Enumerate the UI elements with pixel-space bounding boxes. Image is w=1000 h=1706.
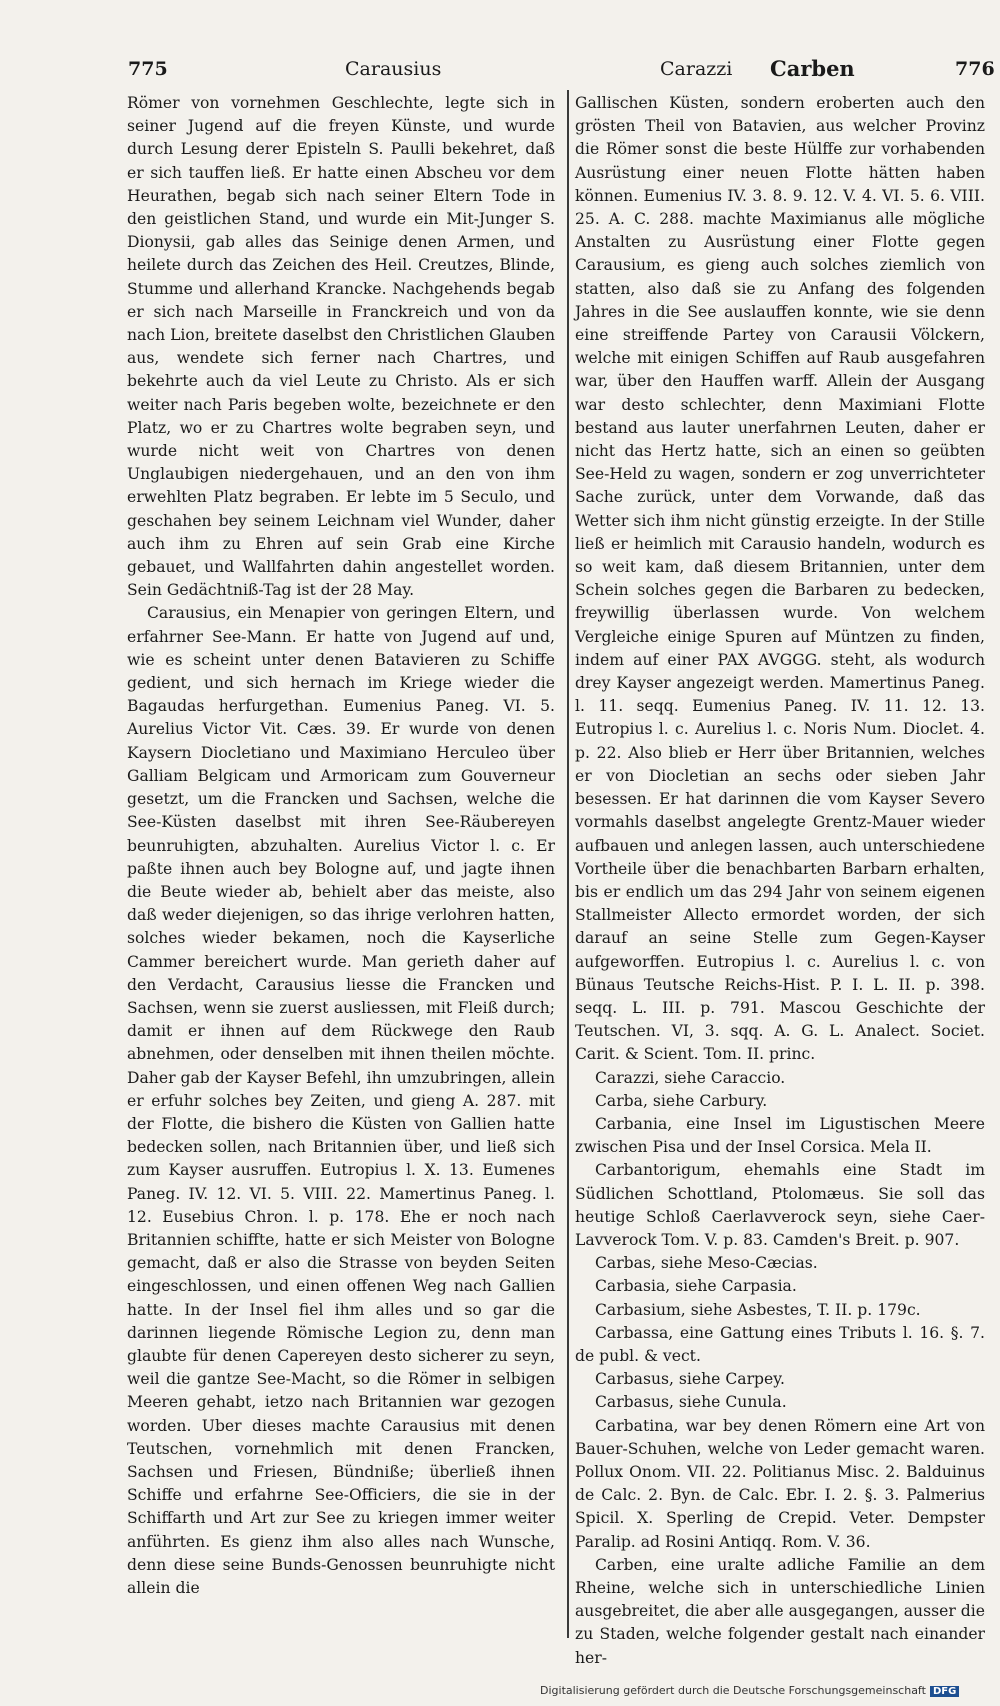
running-headword-right: Carben (770, 56, 855, 81)
entry-carbasium: Carbasium, siehe Asbestes, T. II. p. 179c. (595, 1300, 921, 1319)
entry-carbatina: Carbatina, war bey denen Römern eine Art von Bauer-Schuhen, welche von Leder gemacht waren. Pollux Onom. VII. 22. Politianus Misc. 2. Balduinus de Calc. 2. Byn. de Calc. Ebr. I. 2. §. 3. Palmerius Spicil. X. Sperling de Crepid. Veter. Dempster Paralip. ad Rosini Antiqq. Rom. V. 36. (575, 1416, 985, 1551)
page-header (0, 52, 1000, 84)
entry-carbas: Carbas, siehe Meso-Cæcias. (595, 1254, 818, 1273)
paragraph-continuation: Römer von vornehmen Geschlechte, legte sich in seiner Jugend auf die freyen Künste, und wurde durch Lesung derer Episteln S. Paulli bekehret, daß er sich tauffen ließ. Er hatte einen Abscheu vor dem Heurathen, begab sich nach seiner Eltern Tode in den geistlichen Stand, und wurde ein Mit-Junger S. Dionysii, gab alles das Seinige denen Armen, und heilete durch das Zeichen des Heil. Creutzes, Blinde, Stumme und allerhand Krancke. Nachgehends begab er sich nach Marseille in Franckreich und von da nach Lion, breitete daselbst den Christlichen Glauben aus, wendete sich ferner nach Chartres, und bekehrte auch da viel Leute zu Christo. Als er sich weiter nach Paris begeben wolte, bezeichnete er den Platz, wo er zu Chartres wolte begraben seyn, und wurde nicht weit von Chartres von denen Unglaubigen niedergehauen, und an den von ihm erwehlten Platz begraben. Er lebte im 5 Seculo, und geschahen bey seinem Leichnam viel Wunder, daher auch ihm zu Ehren auf sein Grab eine Kirche gebauet, und Wallfahrten dahin angestellet worden. Sein Gedächtniß-Tag ist der 28 May. (127, 94, 555, 600)
entry-carbantorigum: Carbantorigum, ehemahls eine Stadt im Südlichen Schottland, Ptolomæus. Sie soll das heutige Schloß Caerlavverock seyn, siehe Caer-Lavverock Tom. V. p. 83. Camden's Breit. p. 907. (575, 1161, 985, 1249)
column-divider (567, 90, 569, 1638)
entry-carbasus-cunula: Carbasus, siehe Cunula. (595, 1393, 787, 1412)
credit-text: Digitalisierung gefördert durch die Deutsche Forschungsgemeinschaft (540, 1684, 926, 1697)
entry-carazzi: Carazzi, siehe Caraccio. (595, 1068, 786, 1087)
running-headword-left: Carausius (345, 58, 442, 80)
entry-carbasus-carpey: Carbasus, siehe Carpey. (595, 1370, 785, 1389)
entry-carbassa: Carbassa, eine Gattung eines Tributs l. 16. §. 7. de publ. & vect. (575, 1323, 985, 1365)
entry-carba: Carba, siehe Carbury. (595, 1091, 768, 1110)
entry-carben: Carben, eine uralte adliche Familie an dem Rheine, welche sich in unterschiedliche Linien ausgebreitet, die aber alle ausgegangen, ausser die zu Staden, welche folgender gestalt nach einander her- (575, 1555, 985, 1667)
page-number-right: 776 (955, 58, 995, 80)
dfg-logo: DFG (930, 1686, 959, 1697)
digitization-credit (540, 1684, 995, 1697)
running-headword-middle: Carazzi (660, 58, 733, 80)
left-column (127, 92, 555, 1600)
entry-carbania: Carbania, eine Insel im Ligustischen Meere zwischen Pisa und der Insel Corsica. Mela II. (575, 1114, 985, 1157)
page-number-left: 775 (128, 58, 168, 80)
paragraph-continuation-right: Gallischen Küsten, sondern eroberten auch den grösten Theil von Batavien, aus welcher Provinz die Römer sonst die beste Hülffe zur vorhabenden Ausrüstung einer neuen Flotte hätten haben können. Eumenius IV. 3. 8. 9. 12. V. 4. VI. 5. 6. VIII. 25. A. C. 288. machte Maximianus alle mögliche Anstalten zu Ausrüstung einer Flotte gegen Carausium, es gieng auch solches ziemlich von statten, also daß sie zu Anfang des folgenden Jahres in die See auslauffen konnte, wie sie denn eine streiffende Partey von Carausii Völckern, welche mit einigen Schiffen auf Raub ausgefahren war, über den Hauffen warff. Allein der Ausgang war desto schlechter, denn Maximiani Flotte bestand aus lauter unerfahrnen Leuten, daher er nicht das Hertz hatte, sich an einen so geübten See-Held zu wagen, sondern er zog unverrichteter Sache zurück, unter dem Vorwande, daß das Wetter sich ihm nicht günstig erzeigte. In der Stille ließ er heimlich mit Carausio handeln, wodurch es so weit kam, daß diesem Britannien, unter dem Schein solches gegen die Barbaren zu bedecken, freywillig überlassen wurde. Von welchem Vergleiche einige Spuren auf Müntzen zu finden, indem auf einer PAX AVGGG. steht, als wodurch drey Kayser angezeigt werden. Mamertinus Paneg. l. 11. seqq. Eumenius Paneg. IV. 11. 12. 13. Eutropius l. c. Aurelius l. c. Noris Num. Dioclet. 4. p. 22. Also blieb er Herr über Britannien, welches er von Diocletian an sechs oder sieben Jahr besessen. Er hat darinnen die vom Kayser Severo vormahls daselbst angelegte Grentz-Mauer wieder aufbauen und anlegen lassen, auch unterschiedene Vortheile über die benachbarten Barbarn erhalten, bis er endlich um das 294 Jahr von seinem eigenen Stallmeister Allecto ermordet worden, der sich darauf an seine Stelle zum Gegen-Kayser aufgeworffen. Eutropius l. c. Aurelius l. c. von Bünaus Teutsche Reichs-Hist. P. I. L. II. p. 398. seqq. L. III. p. 791. Mascou Geschichte der Teutschen. VI, 3. sqq. A. G. L. Analect. Societ. Carit. & Scient. Tom. II. princ. (575, 94, 985, 1064)
entry-carbasia: Carbasia, siehe Carpasia. (595, 1277, 797, 1296)
entry-carausius: Carausius, ein Menapier von geringen Eltern, und erfahrner See-Mann. Er hatte von Jugend auf und, wie es scheint unter denen Batavieren zu Schiffe gedient, und sich hernach im Kriege wieder die Bagaudas herfurgethan. Eumenius Paneg. VI. 5. Aurelius Victor Vit. Cæs. 39. Er wurde von denen Kaysern Diocletiano und Maximiano Herculeo über Galliam Belgicam und Armoricam zum Gouverneur gesetzt, um die Francken und Sachsen, welche die See-Küsten daselbst mit ihren See-Räubereyen beunruhigten, abzuhalten. Aurelius Victor l. c. Er paßte ihnen auch bey Bologne auf, und jagte ihnen die Beute wieder ab, behielt aber das meiste, also daß weder diejenigen, so das ihrige verlohren hatten, solches wieder bekamen, noch die Kayserliche Cammer bereichert wurde. Man gerieth daher auf den Verdacht, Carausius liesse die Francken und Sachsen, wenn sie zuerst ausliessen, mit Fleiß durch; damit er ihnen auf dem Rückwege den Raub abnehmen, oder denselben mit ihnen theilen möchte. Daher gab der Kayser Befehl, ihn umzubringen, allein er erfuhr solches bey Zeiten, und gieng A. 287. mit der Flotte, die bishero die Küsten von Gallien hatte bedecken sollen, nach Britannien über, und ließ sich zum Kayser ausruffen. Eutropius l. X. 13. Eumenes Paneg. IV. 12. VI. 5. VIII. 22. Mamertinus Paneg. l. 12. Eusebius Chron. l. p. 178. Ehe er noch nach Britannien schiffte, hatte er sich Meister von Bologne gemacht, daß er also die Strasse von beyden Seiten eingeschlossen, und einen offenen Weg nach Gallien hatte. In der Insel fiel ihm alles und so gar die darinnen liegende Römische Legion zu, denn man glaubte für denen Capereyen desto sicherer zu seyn, weil die gantze See-Macht, so die Römer in selbigen Meeren gehabt, ietzo nach Britannien war gezogen worden. Uber dieses machte Carausius mit denen Teutschen, vornehmlich mit denen Francken, Sachsen und Friesen, Bündniße; überließ ihnen Schiffe und erfahrne See-Officiers, die sie in der Schiffarth und Art zur See zu kriegen immer weiter anführten. Es gienz ihm also alles nach Wunsche, denn diese seine Bunds-Genossen beunruhigte nicht allein die (127, 604, 555, 1597)
right-column (575, 92, 985, 1670)
